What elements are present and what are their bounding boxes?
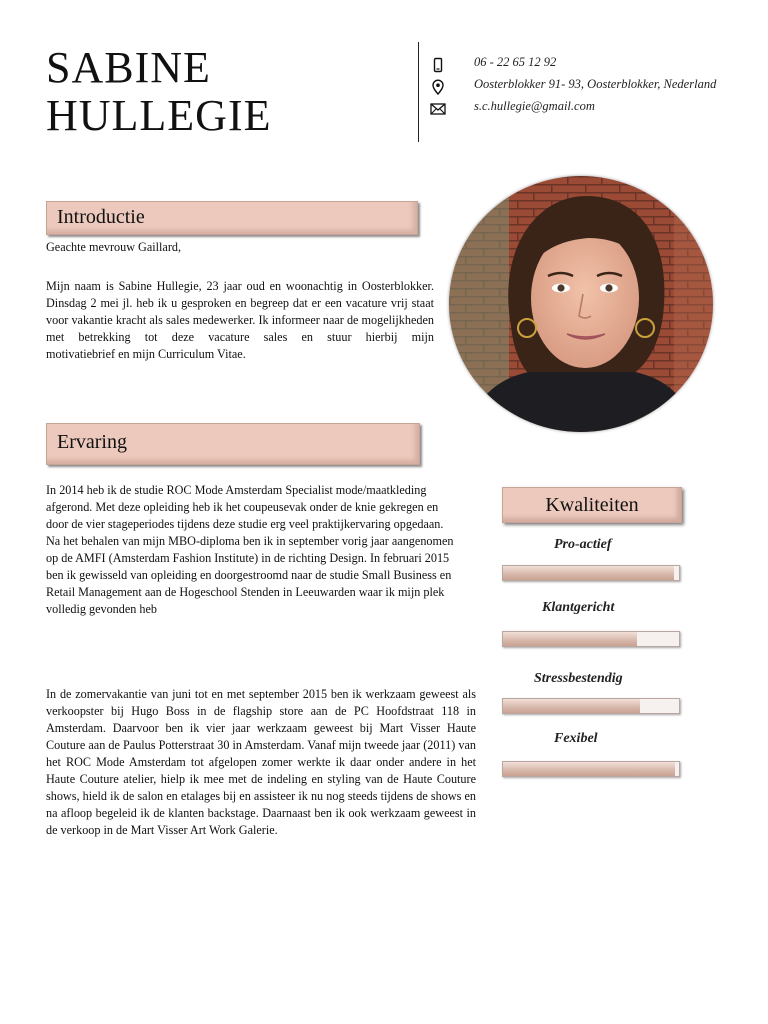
intro-salutation: Geachte mevrouw Gaillard, xyxy=(46,240,182,254)
quality-bar-3 xyxy=(502,698,680,714)
qualities-heading-box xyxy=(502,487,682,523)
quality-bar-1 xyxy=(502,565,680,581)
contact-email: s.c.hullegie@gmail.com xyxy=(474,99,595,113)
quality-bar-3-fill xyxy=(503,699,640,713)
quality-label-1: Pro-actief xyxy=(554,537,612,552)
location-pin-icon xyxy=(430,79,446,95)
quality-label-3: Stressbestendig xyxy=(534,671,623,686)
quality-bar-4-fill xyxy=(503,762,675,776)
quality-bar-2 xyxy=(502,631,680,647)
quality-label-2: Klantgericht xyxy=(542,600,615,615)
intro-heading: Introductie xyxy=(57,206,145,228)
quality-bar-4 xyxy=(502,761,680,777)
intro-heading-box xyxy=(46,201,418,235)
profile-photo xyxy=(449,176,713,432)
experience-heading-box xyxy=(46,423,420,465)
qualities-heading: Kwaliteiten xyxy=(545,494,639,516)
contact-phone: 06 - 22 65 12 92 xyxy=(474,55,557,69)
first-name: SABINE xyxy=(46,43,211,92)
mail-icon xyxy=(430,101,446,117)
quality-label-4: Fexibel xyxy=(554,731,598,746)
portrait-image xyxy=(449,176,713,432)
experience-paragraph-1: In 2014 heb ik de studie ROC Mode Amsterdam Specialist mode/maatkleding afgerond. Met deze opleiding heb ik het coupeusevak onder de knie gekregen en door de vier stageperiodes tijdens deze studie erg veel praktijkervaring opgedaan. Na het behalen van mijn MBO-diploma ben ik in september vorig jaar aangenomen op de AMFI (Amsterdam Fashion Institute) in de richting Design. In februari 2015 ben ik gewisseld van opleiding en doorgestroomd naar de studie Small Business en Retail Management aan de Hogeschool Stenden in Leeuwarden waar ik mijn plek volledig gevonden heb xyxy=(46,483,454,616)
quality-bar-2-fill xyxy=(503,632,637,646)
header-divider xyxy=(418,42,419,142)
last-name: HULLEGIE xyxy=(46,91,272,140)
intro-body-text: Mijn naam is Sabine Hullegie, 23 jaar oud en woonachtig in Oosterblokker. Dinsdag 2 mei jl. heb ik u gesproken en begreep dat er een vacature vrij staat voor vakantie kracht als sales medewerker. Ik informeer naar de mogelijkheden met betrekking tot deze vacature sales en stuur hierbij mijn xyxy=(46,279,434,344)
candidate-name xyxy=(46,44,272,140)
intro-body-last-line: motivatiebrief en mijn Curriculum Vitae. xyxy=(46,347,246,361)
intro-body xyxy=(46,278,434,363)
quality-bar-1-fill xyxy=(503,566,674,580)
experience-heading: Ervaring xyxy=(57,431,127,453)
experience-paragraph-2: In de zomervakantie van juni tot en met september 2015 ben ik werkzaam geweest als verkoopster bij Hugo Boss in de flagship store aan de PC Hoofdstraat 118 in Amsterdam. Daarvoor ben ik vier jaar werkzaam geweest bij Mart Visser Haute Couture aan de Paulus Potterstraat 30 in Amsterdam. Vanaf mijn tweede jaar (2011) van het ROC Mode Amsterdam tot afgelopen zomer werkte ik daar onder andere in het Haute Couture atelier, hielp ik mee met de indeling en styling van de Haute Couture shows, hield ik de salon en etalages bij en assisteer ik nu nog steeds tijdens de shows en na afloop begeleid ik de klanten backstage. Daarnaast ben ik ook werkzaam geweest in de verkoop in de Mart Visser Art Work Galerie. xyxy=(46,687,476,837)
contact-address: Oosterblokker 91- 93, Oosterblokker, Nederland xyxy=(474,77,717,91)
phone-icon xyxy=(430,57,446,73)
